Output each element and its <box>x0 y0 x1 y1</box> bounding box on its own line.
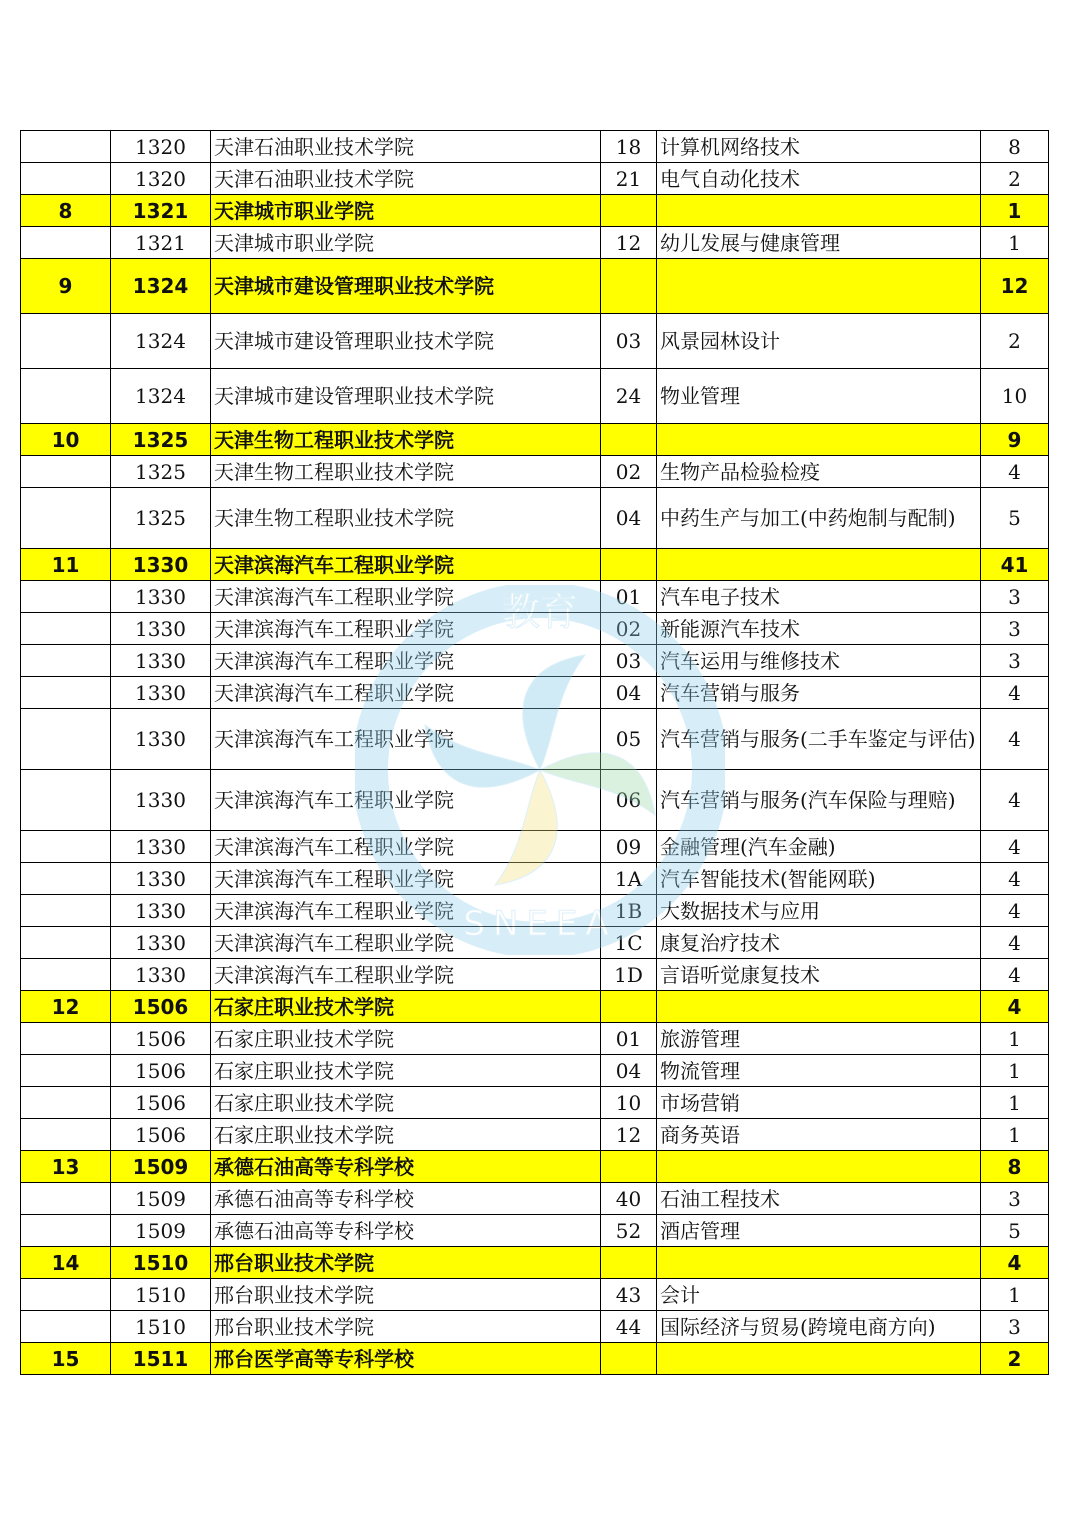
cell-major-code: 10 <box>601 1087 657 1119</box>
cell-school-name: 天津滨海汽车工程职业学院 <box>211 613 601 645</box>
cell-index <box>21 227 111 259</box>
cell-plan-count: 2 <box>981 314 1049 369</box>
cell-plan-count: 3 <box>981 613 1049 645</box>
cell-school-code: 1330 <box>111 581 211 613</box>
watermark-top-text: 教育 <box>501 590 579 634</box>
cell-plan-count: 4 <box>981 677 1049 709</box>
cell-major-code: 24 <box>601 369 657 424</box>
cell-major-name: 计算机网络技术 <box>657 131 981 163</box>
cell-school-code: 1324 <box>111 369 211 424</box>
cell-index <box>21 1087 111 1119</box>
table-row <box>21 927 1049 959</box>
table-row <box>21 1215 1049 1247</box>
cell-plan-count: 3 <box>981 581 1049 613</box>
cell-major-name <box>657 424 981 456</box>
cell-major-name <box>657 549 981 581</box>
cell-school-name: 天津生物工程职业技术学院 <box>211 424 601 456</box>
cell-school-name: 石家庄职业技术学院 <box>211 1087 601 1119</box>
cell-index <box>21 1183 111 1215</box>
cell-index: 10 <box>21 424 111 456</box>
cell-school-name: 天津城市职业学院 <box>211 195 601 227</box>
table-row <box>21 581 1049 613</box>
table-row <box>21 645 1049 677</box>
cell-school-name: 天津石油职业技术学院 <box>211 131 601 163</box>
cell-index <box>21 1215 111 1247</box>
school-summary-row <box>21 1247 1049 1279</box>
school-summary-row <box>21 991 1049 1023</box>
cell-index <box>21 163 111 195</box>
cell-school-name: 邢台医学高等专科学校 <box>211 1343 601 1375</box>
cell-school-code: 1509 <box>111 1183 211 1215</box>
cell-major-name <box>657 195 981 227</box>
cell-school-code: 1330 <box>111 895 211 927</box>
school-summary-row <box>21 1151 1049 1183</box>
table-row <box>21 314 1049 369</box>
cell-plan-count: 4 <box>981 927 1049 959</box>
cell-index <box>21 770 111 831</box>
table-row <box>21 163 1049 195</box>
cell-index: 13 <box>21 1151 111 1183</box>
cell-major-name <box>657 991 981 1023</box>
cell-plan-count: 8 <box>981 131 1049 163</box>
cell-major-code: 06 <box>601 770 657 831</box>
cell-plan-count: 4 <box>981 770 1049 831</box>
cell-index <box>21 677 111 709</box>
cell-major-code: 12 <box>601 227 657 259</box>
table-row <box>21 677 1049 709</box>
cell-school-name: 天津石油职业技术学院 <box>211 163 601 195</box>
school-summary-row <box>21 1343 1049 1375</box>
cell-major-code <box>601 1343 657 1375</box>
cell-school-name: 天津生物工程职业技术学院 <box>211 456 601 488</box>
cell-major-code <box>601 259 657 314</box>
cell-index <box>21 314 111 369</box>
table-row <box>21 1023 1049 1055</box>
cell-school-name: 邢台职业技术学院 <box>211 1311 601 1343</box>
cell-school-name: 天津滨海汽车工程职业学院 <box>211 959 601 991</box>
cell-index <box>21 131 111 163</box>
cell-major-code: 21 <box>601 163 657 195</box>
cell-major-name: 汽车电子技术 <box>657 581 981 613</box>
cell-school-code: 1330 <box>111 770 211 831</box>
cell-plan-count: 1 <box>981 1087 1049 1119</box>
cell-school-name: 天津城市职业学院 <box>211 227 601 259</box>
cell-school-name: 邢台职业技术学院 <box>211 1279 601 1311</box>
cell-index: 8 <box>21 195 111 227</box>
cell-school-name: 天津滨海汽车工程职业学院 <box>211 709 601 770</box>
cell-major-name <box>657 259 981 314</box>
table-body <box>21 131 1049 1375</box>
cell-major-name: 汽车运用与维修技术 <box>657 645 981 677</box>
cell-index <box>21 369 111 424</box>
cell-major-name: 新能源汽车技术 <box>657 613 981 645</box>
cell-school-code: 1506 <box>111 1055 211 1087</box>
cell-index <box>21 1055 111 1087</box>
cell-school-code: 1330 <box>111 613 211 645</box>
cell-major-code: 52 <box>601 1215 657 1247</box>
cell-plan-count: 3 <box>981 1183 1049 1215</box>
cell-plan-count: 41 <box>981 549 1049 581</box>
cell-major-code <box>601 1151 657 1183</box>
cell-school-code: 1325 <box>111 424 211 456</box>
cell-major-code: 44 <box>601 1311 657 1343</box>
cell-plan-count: 10 <box>981 369 1049 424</box>
cell-school-code: 1510 <box>111 1279 211 1311</box>
cell-major-code: 04 <box>601 677 657 709</box>
table-row <box>21 709 1049 770</box>
cell-school-name: 承德石油高等专科学校 <box>211 1151 601 1183</box>
cell-school-name: 天津滨海汽车工程职业学院 <box>211 895 601 927</box>
cell-index <box>21 488 111 549</box>
cell-major-name: 电气自动化技术 <box>657 163 981 195</box>
cell-major-code: 04 <box>601 1055 657 1087</box>
cell-school-code: 1330 <box>111 959 211 991</box>
cell-school-name: 天津滨海汽车工程职业学院 <box>211 549 601 581</box>
table-row <box>21 959 1049 991</box>
table-row <box>21 131 1049 163</box>
school-summary-row <box>21 259 1049 314</box>
cell-index <box>21 709 111 770</box>
cell-major-code: 1D <box>601 959 657 991</box>
cell-major-code: 1A <box>601 863 657 895</box>
cell-plan-count: 4 <box>981 709 1049 770</box>
cell-major-name: 汽车营销与服务(汽车保险与理赔) <box>657 770 981 831</box>
cell-school-name: 天津城市建设管理职业技术学院 <box>211 314 601 369</box>
cell-major-name: 汽车智能技术(智能网联) <box>657 863 981 895</box>
cell-plan-count: 4 <box>981 1247 1049 1279</box>
cell-plan-count: 1 <box>981 195 1049 227</box>
cell-school-code: 1330 <box>111 863 211 895</box>
table-row <box>21 770 1049 831</box>
cell-school-name: 天津滨海汽车工程职业学院 <box>211 677 601 709</box>
cell-major-code: 18 <box>601 131 657 163</box>
cell-plan-count: 5 <box>981 488 1049 549</box>
cell-plan-count: 4 <box>981 831 1049 863</box>
cell-major-name: 生物产品检验检疫 <box>657 456 981 488</box>
table-row <box>21 1055 1049 1087</box>
cell-major-name: 酒店管理 <box>657 1215 981 1247</box>
cell-major-code <box>601 195 657 227</box>
school-summary-row <box>21 195 1049 227</box>
cell-plan-count: 4 <box>981 895 1049 927</box>
cell-major-name: 汽车营销与服务 <box>657 677 981 709</box>
cell-major-code: 40 <box>601 1183 657 1215</box>
table-row <box>21 1279 1049 1311</box>
cell-plan-count: 3 <box>981 645 1049 677</box>
cell-school-code: 1321 <box>111 227 211 259</box>
cell-plan-count: 9 <box>981 424 1049 456</box>
cell-school-code: 1506 <box>111 1119 211 1151</box>
cell-index <box>21 645 111 677</box>
cell-major-code: 1B <box>601 895 657 927</box>
cell-major-name: 汽车营销与服务(二手车鉴定与评估) <box>657 709 981 770</box>
cell-school-code: 1320 <box>111 131 211 163</box>
cell-plan-count: 3 <box>981 1311 1049 1343</box>
cell-index: 9 <box>21 259 111 314</box>
cell-plan-count: 1 <box>981 1119 1049 1151</box>
cell-major-code: 02 <box>601 613 657 645</box>
cell-index <box>21 863 111 895</box>
cell-school-name: 天津生物工程职业技术学院 <box>211 488 601 549</box>
cell-school-code: 1330 <box>111 709 211 770</box>
cell-major-name: 金融管理(汽车金融) <box>657 831 981 863</box>
cell-major-code <box>601 1247 657 1279</box>
cell-school-name: 石家庄职业技术学院 <box>211 991 601 1023</box>
table-row <box>21 895 1049 927</box>
cell-school-code: 1506 <box>111 1023 211 1055</box>
table-row <box>21 863 1049 895</box>
cell-major-code: 09 <box>601 831 657 863</box>
cell-school-name: 石家庄职业技术学院 <box>211 1023 601 1055</box>
cell-school-code: 1324 <box>111 314 211 369</box>
table-row <box>21 456 1049 488</box>
cell-major-code: 05 <box>601 709 657 770</box>
cell-major-code <box>601 991 657 1023</box>
cell-index <box>21 895 111 927</box>
cell-plan-count: 2 <box>981 1343 1049 1375</box>
table-row <box>21 488 1049 549</box>
cell-school-code: 1325 <box>111 456 211 488</box>
table-row <box>21 1311 1049 1343</box>
cell-plan-count: 2 <box>981 163 1049 195</box>
cell-plan-count: 4 <box>981 991 1049 1023</box>
cell-school-code: 1511 <box>111 1343 211 1375</box>
cell-index: 11 <box>21 549 111 581</box>
cell-school-code: 1325 <box>111 488 211 549</box>
cell-index <box>21 1023 111 1055</box>
cell-school-code: 1506 <box>111 991 211 1023</box>
cell-major-name <box>657 1247 981 1279</box>
cell-plan-count: 8 <box>981 1151 1049 1183</box>
cell-index <box>21 831 111 863</box>
cell-major-name: 大数据技术与应用 <box>657 895 981 927</box>
admission-table-container <box>20 130 1048 1375</box>
cell-index <box>21 581 111 613</box>
cell-school-code: 1330 <box>111 549 211 581</box>
cell-school-code: 1330 <box>111 645 211 677</box>
cell-school-code: 1510 <box>111 1311 211 1343</box>
school-summary-row <box>21 424 1049 456</box>
cell-plan-count: 4 <box>981 863 1049 895</box>
cell-school-name: 天津滨海汽车工程职业学院 <box>211 770 601 831</box>
cell-school-name: 天津城市建设管理职业技术学院 <box>211 259 601 314</box>
cell-school-code: 1321 <box>111 195 211 227</box>
cell-major-name: 商务英语 <box>657 1119 981 1151</box>
cell-major-code: 04 <box>601 488 657 549</box>
table-row <box>21 1119 1049 1151</box>
cell-major-name: 市场营销 <box>657 1087 981 1119</box>
cell-major-name: 中药生产与加工(中药炮制与配制) <box>657 488 981 549</box>
cell-school-name: 天津滨海汽车工程职业学院 <box>211 831 601 863</box>
cell-plan-count: 4 <box>981 959 1049 991</box>
cell-major-code <box>601 424 657 456</box>
table-row <box>21 1183 1049 1215</box>
cell-index <box>21 959 111 991</box>
cell-major-name: 旅游管理 <box>657 1023 981 1055</box>
cell-index <box>21 613 111 645</box>
cell-major-code: 03 <box>601 314 657 369</box>
cell-school-name: 天津滨海汽车工程职业学院 <box>211 581 601 613</box>
table-row <box>21 369 1049 424</box>
cell-major-name: 石油工程技术 <box>657 1183 981 1215</box>
cell-school-code: 1320 <box>111 163 211 195</box>
cell-major-code: 02 <box>601 456 657 488</box>
cell-major-name: 幼儿发展与健康管理 <box>657 227 981 259</box>
table-row <box>21 1087 1049 1119</box>
table-row <box>21 227 1049 259</box>
cell-plan-count: 1 <box>981 227 1049 259</box>
table-row <box>21 831 1049 863</box>
cell-index <box>21 1119 111 1151</box>
cell-school-name: 邢台职业技术学院 <box>211 1247 601 1279</box>
cell-school-name: 石家庄职业技术学院 <box>211 1055 601 1087</box>
cell-major-code: 12 <box>601 1119 657 1151</box>
cell-school-code: 1324 <box>111 259 211 314</box>
cell-major-name: 物流管理 <box>657 1055 981 1087</box>
cell-plan-count: 12 <box>981 259 1049 314</box>
cell-major-name: 风景园林设计 <box>657 314 981 369</box>
cell-school-code: 1330 <box>111 677 211 709</box>
cell-major-code: 03 <box>601 645 657 677</box>
school-summary-row <box>21 549 1049 581</box>
cell-index <box>21 1311 111 1343</box>
cell-school-code: 1506 <box>111 1087 211 1119</box>
cell-index: 15 <box>21 1343 111 1375</box>
cell-school-code: 1509 <box>111 1215 211 1247</box>
cell-major-code: 01 <box>601 581 657 613</box>
cell-index: 12 <box>21 991 111 1023</box>
cell-school-name: 承德石油高等专科学校 <box>211 1183 601 1215</box>
cell-school-name: 石家庄职业技术学院 <box>211 1119 601 1151</box>
cell-school-name: 天津城市建设管理职业技术学院 <box>211 369 601 424</box>
cell-school-code: 1330 <box>111 927 211 959</box>
cell-major-name <box>657 1151 981 1183</box>
cell-school-code: 1330 <box>111 831 211 863</box>
cell-school-name: 承德石油高等专科学校 <box>211 1215 601 1247</box>
cell-plan-count: 1 <box>981 1023 1049 1055</box>
cell-major-name <box>657 1343 981 1375</box>
cell-school-name: 天津滨海汽车工程职业学院 <box>211 927 601 959</box>
cell-major-name: 国际经济与贸易(跨境电商方向) <box>657 1311 981 1343</box>
cell-plan-count: 4 <box>981 456 1049 488</box>
cell-school-name: 天津滨海汽车工程职业学院 <box>211 645 601 677</box>
cell-school-name: 天津滨海汽车工程职业学院 <box>211 863 601 895</box>
cell-plan-count: 5 <box>981 1215 1049 1247</box>
table-row <box>21 613 1049 645</box>
cell-plan-count: 1 <box>981 1055 1049 1087</box>
cell-major-name: 会计 <box>657 1279 981 1311</box>
cell-major-name: 康复治疗技术 <box>657 927 981 959</box>
admission-table <box>20 130 1049 1375</box>
cell-school-code: 1509 <box>111 1151 211 1183</box>
cell-school-code: 1510 <box>111 1247 211 1279</box>
cell-index: 14 <box>21 1247 111 1279</box>
cell-plan-count: 1 <box>981 1279 1049 1311</box>
cell-index <box>21 1279 111 1311</box>
cell-major-name: 物业管理 <box>657 369 981 424</box>
cell-major-code: 43 <box>601 1279 657 1311</box>
cell-major-name: 言语听觉康复技术 <box>657 959 981 991</box>
watermark-bottom-text: SNEEA <box>463 904 617 944</box>
cell-major-code <box>601 549 657 581</box>
cell-major-code: 1C <box>601 927 657 959</box>
cell-major-code: 01 <box>601 1023 657 1055</box>
cell-index <box>21 456 111 488</box>
cell-index <box>21 927 111 959</box>
